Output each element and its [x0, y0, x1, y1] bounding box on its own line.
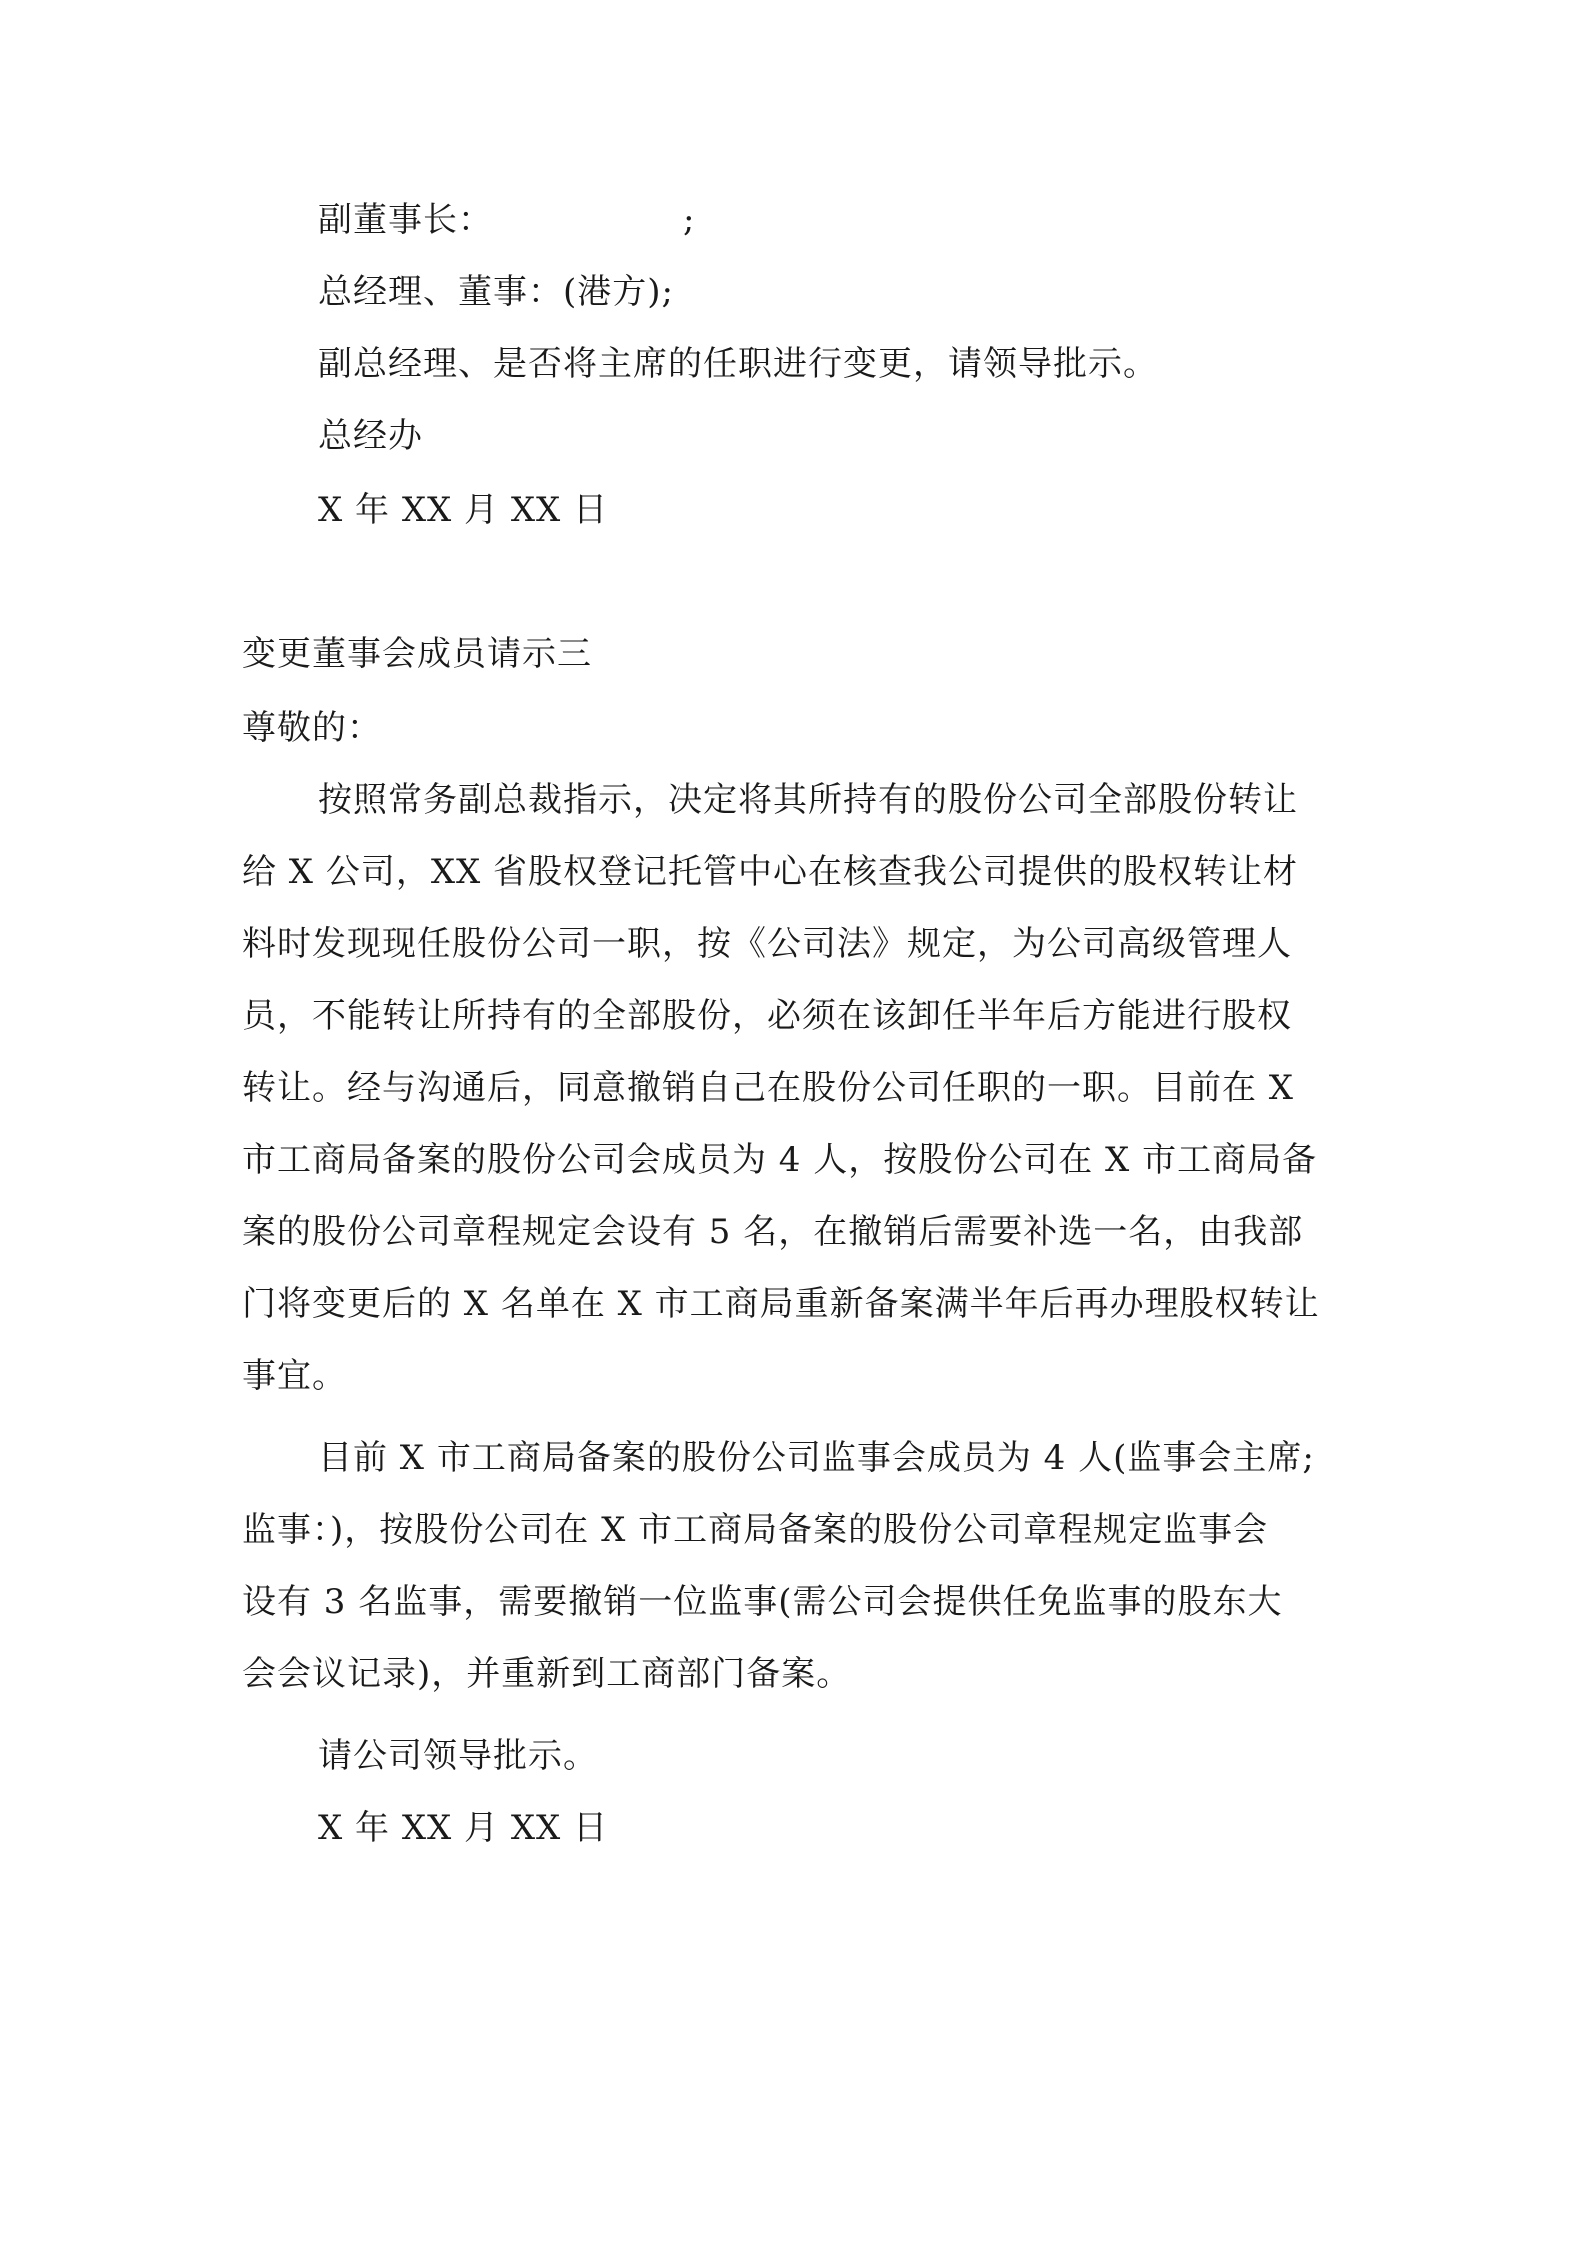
paragraph-line: 目前 X 市工商局备案的股份公司监事会成员为 4 人(监事会主席; [318, 1438, 1315, 1478]
paragraph-line: 转让。经与沟通后，同意撤销自己在股份公司任职的一职。目前在 X [242, 1068, 1295, 1108]
vice-chairman-line [318, 200, 695, 240]
document-title: 变更董事会成员请示三 [242, 634, 592, 674]
salutation: 尊敬的： [242, 708, 382, 748]
closing-request: 请公司领导批示。 [318, 1736, 598, 1776]
vice-chairman-label: 副董事长： [318, 200, 493, 240]
paragraph-line: 员，不能转让所持有的全部股份，必须在该卸任半年后方能进行股权 [242, 996, 1292, 1036]
general-manager-line: 总经理、董事：(港方); [318, 272, 674, 312]
paragraph-line: 门将变更后的 X 名单在 X 市工商局重新备案满半年后再办理股权转让 [242, 1284, 1320, 1324]
signature-office: 总经办 [318, 416, 423, 456]
paragraph-line: 市工商局备案的股份公司会成员为 4 人，按股份公司在 X 市工商局备 [242, 1140, 1318, 1180]
paragraph-line: 按照常务副总裁指示，决定将其所持有的股份公司全部股份转让 [318, 780, 1298, 820]
paragraph-line: 会会议记录)，并重新到工商部门备案。 [242, 1654, 852, 1694]
paragraph-line: 事宜。 [242, 1356, 347, 1396]
date-line-1: X 年 XX 月 XX 日 [318, 490, 609, 530]
vice-chairman-end: ; [683, 200, 696, 240]
paragraph-line: 监事：)，按股份公司在 X 市工商局备案的股份公司章程规定监事会 [242, 1510, 1269, 1550]
deputy-gm-line: 副总经理、是否将主席的任职进行变更，请领导批示。 [318, 344, 1158, 384]
date-line-2: X 年 XX 月 XX 日 [318, 1808, 609, 1848]
paragraph-line: 设有 3 名监事，需要撤销一位监事(需公司会提供任免监事的股东大 [242, 1582, 1283, 1622]
paragraph-line: 案的股份公司章程规定会设有 5 名，在撤销后需要补选一名，由我部 [242, 1212, 1304, 1252]
paragraph-line: 给 X 公司，XX 省股权登记托管中心在核查我公司提供的股权转让材 [242, 852, 1299, 892]
paragraph-line: 料时发现现任股份公司一职，按《公司法》规定，为公司高级管理人 [242, 924, 1292, 964]
